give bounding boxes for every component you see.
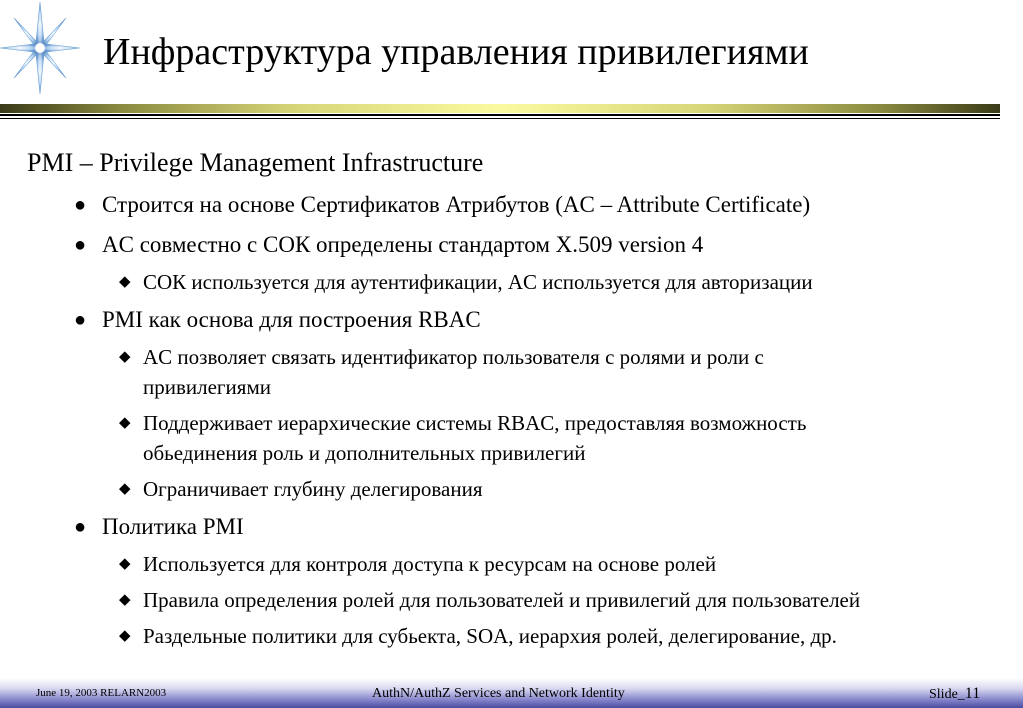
sub-bullet-item: Поддерживает иерархические системы RBAC, предоставляя возможность <box>143 411 807 435</box>
footer-date-org: June 19, 2003 RELARN2003 <box>36 687 167 699</box>
slide-number-value: 11 <box>964 685 981 702</box>
slide-label: Slide_ <box>929 687 965 702</box>
diamond-bullet-icon: ◆ <box>119 274 131 290</box>
slide-title: Инфраструктура управления привилегиями <box>103 31 809 73</box>
bullet-item: PMI как основа для построения RBAC <box>102 307 481 332</box>
diamond-bullet-icon: ◆ <box>119 628 131 644</box>
diamond-bullet-icon: ◆ <box>119 481 131 497</box>
sub-bullet-item: Раздельные политики для субьекта, SOA, иерархия ролей, делегирование, др. <box>143 624 837 648</box>
sub-bullet-item: Ограничивает глубину делегирования <box>143 477 483 501</box>
sub-bullet-item: AC позволяет связать идентификатор пользователя с ролями и роли с <box>143 345 764 369</box>
sub-bullet-item-continued: привилегиями <box>143 375 271 399</box>
diamond-bullet-icon: ◆ <box>119 556 131 572</box>
round-bullet-icon: ● <box>74 309 87 331</box>
sub-bullet-item: Правила определения ролей для пользователей и привилегий для пользователей <box>143 588 861 612</box>
diamond-bullet-icon: ◆ <box>119 592 131 608</box>
heading-pmi: PMI – Privilege Management Infrastructure <box>27 148 484 177</box>
bullet-item: AC совместно с СОК определены стандартом X.509 version 4 <box>102 232 704 257</box>
bullet-item: Строится на основе Сертификатов Атрибутов (AC – Attribute Certificate) <box>102 192 811 217</box>
round-bullet-icon: ● <box>74 516 87 538</box>
round-bullet-icon: ● <box>74 194 87 216</box>
bullet-item: Политика PMI <box>102 514 244 539</box>
header-gradient-band <box>0 104 1000 113</box>
sub-bullet-item: СОК используется для аутентификации, AC используется для авторизации <box>143 270 813 294</box>
round-bullet-icon: ● <box>74 234 87 256</box>
sub-bullet-item: Используется для контроля доступа к ресурсам на основе ролей <box>143 552 717 576</box>
diamond-bullet-icon: ◆ <box>119 415 131 431</box>
footer-title: AuthN/AuthZ Services and Network Identity <box>372 686 625 701</box>
header-divider-thin <box>0 118 1000 119</box>
sub-bullet-item-continued: обьединения роль и дополнительных привилегий <box>143 441 586 465</box>
header-divider <box>0 114 1000 116</box>
compass-star-icon <box>0 0 84 100</box>
diamond-bullet-icon: ◆ <box>119 349 131 365</box>
slide-number <box>929 685 980 704</box>
